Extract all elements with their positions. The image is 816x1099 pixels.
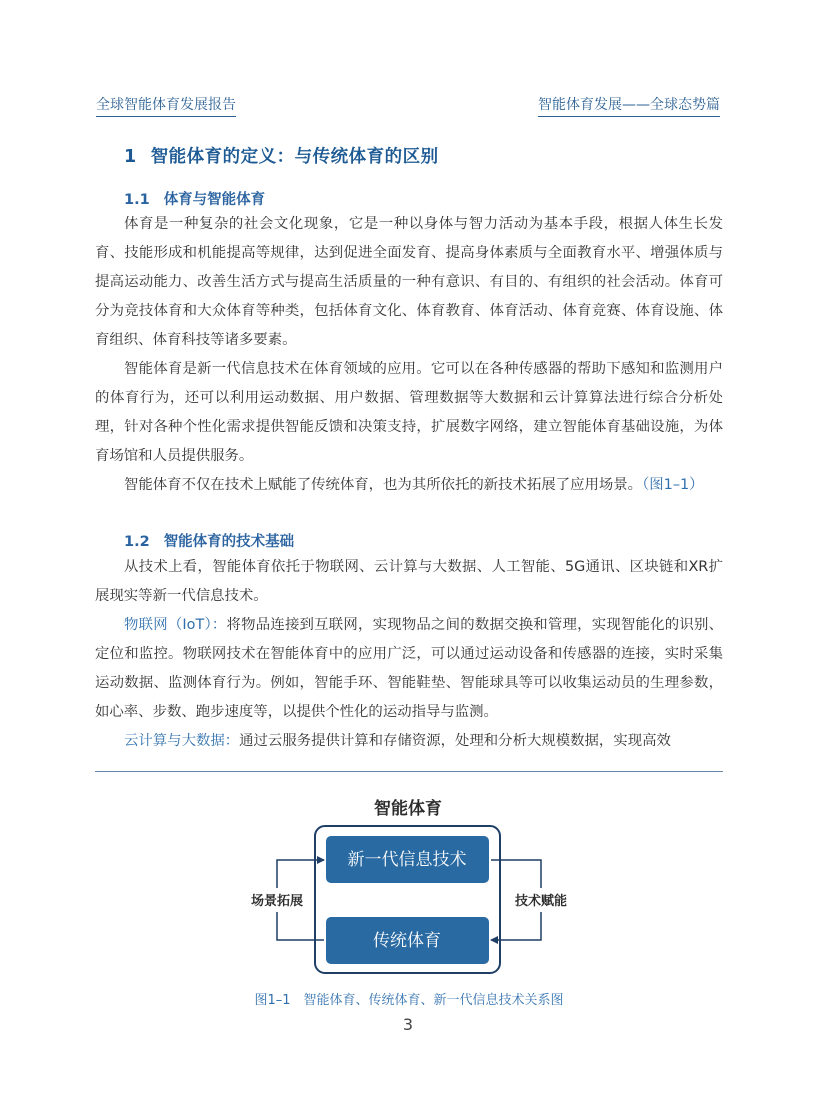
- term-cloud-bigdata: 云计算与大数据：: [124, 733, 240, 749]
- diagram-title: 智能体育: [374, 799, 442, 819]
- chapter-title: 智能体育的定义：与传统体育的区别: [150, 147, 439, 167]
- section-title: 智能体育的技术基础: [163, 534, 295, 550]
- section-title: 体育与智能体育: [163, 192, 266, 208]
- section-number: 1.1: [124, 192, 150, 208]
- section-number: 1.2: [124, 534, 150, 550]
- paragraph-cloud-bigdata: [95, 727, 723, 756]
- running-header-right: 智能体育发展——全球态势篇: [538, 94, 720, 117]
- paragraph-text: 将物品连接到互联网，实现物品之间的数据交换和管理，实现智能化的识别、定位和监控。物联网技术在智能体育中的应用广泛，可以通过运动设备和传感器的连接，实时采集运动数据、监测体育行为。例如，智能手环、智能鞋垫、智能球具等可以收集运动员的生理参数，如心率、步数、跑步速度等，以提供个性化的运动指导与监测。: [95, 617, 723, 720]
- relationship-diagram: [240, 792, 580, 982]
- new-tech-label: 新一代信息技术: [347, 850, 467, 870]
- section-heading-1-2: [124, 530, 294, 551]
- paragraph-smart-sport-empowerment: [95, 471, 723, 500]
- paragraph-tech-foundation: 从技术上看，智能体育依托于物联网、云计算与大数据、人工智能、5G通讯、区块链和XR扩展现实等新一代信息技术。: [95, 559, 723, 604]
- chapter-heading: [124, 143, 439, 168]
- figure-divider: [95, 771, 723, 772]
- paragraph-sport-definition: 体育是一种复杂的社会文化现象，它是一种以身体与智力活动为基本手段，根据人体生长发育、技能形成和机能提高等规律，达到促进全面发育、提高身体素质与全面教育水平、增强体质与提高运动能力、改善生活方式与提高生活质量的一种有意识、有目的、有组织的社会活动。体育可分为竞技体育和大众体育等种类，包括体育文化、体育教育、体育活动、体育竞赛、体育设施、体育组织、体育科技等诸多要素。: [95, 216, 723, 348]
- term-iot: 物联网（IoT）：: [124, 617, 227, 633]
- paragraph-smart-sport-definition: 智能体育是新一代信息技术在体育领域的应用。它可以在各种传感器的帮助下感知和监测用户的体育行为，还可以利用运动数据、用户数据、管理数据等大数据和云计算算法进行综合分析处理，针对各种个性化需求提供智能反馈和决策支持，扩展数字网络，建立智能体育基础设施，为体育场馆和人员提供服务。: [95, 361, 723, 464]
- tech-empowerment-label: 技术赋能: [514, 894, 568, 909]
- traditional-sport-label: 传统体育: [373, 931, 441, 951]
- chapter-number: 1: [124, 147, 137, 167]
- figure-caption: 图1–1 智能体育、传统体育、新一代信息技术关系图: [254, 993, 564, 1008]
- paragraph-iot: [95, 611, 723, 727]
- scene-expansion-label: 场景拓展: [250, 894, 304, 909]
- paragraph-text: 智能体育不仅在技术上赋能了传统体育，也为其所依托的新技术拓展了应用场景。: [124, 477, 643, 493]
- paragraph-text: 通过云服务提供计算和存储资源，处理和分析大规模数据，实现高效: [239, 733, 671, 749]
- figure-reference-link[interactable]: （图1–1）: [642, 477, 704, 493]
- section-heading-1-1: [124, 188, 265, 209]
- page-number: 3: [402, 1015, 414, 1034]
- running-header-left: 全球智能体育发展报告: [96, 94, 236, 117]
